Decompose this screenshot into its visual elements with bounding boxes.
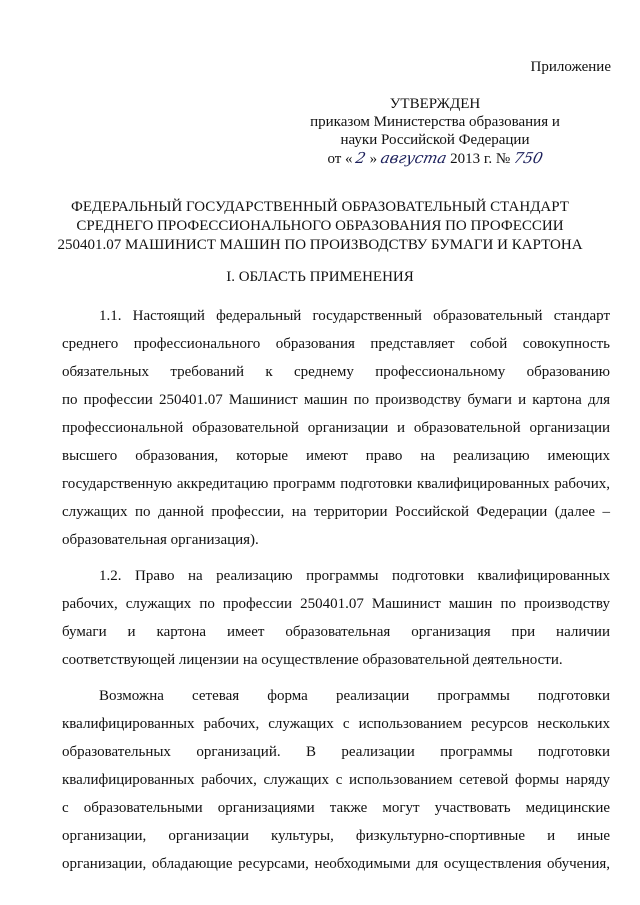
date-prefix: от «	[327, 151, 353, 167]
paragraph-1-2	[62, 562, 610, 674]
text-line: рабочих, служащих по профессии 250401.07 Машинист машин по производству	[62, 596, 610, 612]
text-line: обязательных требований к среднему профессиональному образованию	[62, 364, 610, 380]
annex-label: Приложение	[530, 59, 611, 75]
document-title	[55, 198, 585, 255]
text-line: профессиональной образовательной организации и образовательной организации	[62, 420, 610, 436]
date-mid: »	[369, 151, 378, 167]
text-line: бумаги и картона имеет образовательная организация при наличии	[62, 624, 610, 640]
title-line-3: 250401.07 МАШИНИСТ МАШИН ПО ПРОИЗВОДСТВУ БУМАГИ И КАРТОНА	[57, 237, 583, 253]
text-line: 1.1. Настоящий федеральный государственный образовательный стандарт	[99, 308, 610, 324]
text-line: образовательная организация).	[62, 532, 259, 548]
text-line: с образовательными организациями также могут участвовать медицинские	[62, 800, 610, 816]
handwritten-order-number: 750	[511, 149, 545, 167]
paragraph-1-1	[62, 302, 610, 554]
handwritten-day: 2	[354, 149, 368, 167]
text-line: образовательных организаций. В реализации программы подготовки	[62, 744, 610, 760]
text-line: служащих по данной профессии, на территории Российской Федерации (далее –	[62, 504, 610, 520]
document-body	[62, 302, 610, 878]
text-line: квалифицированных рабочих, служащих с использованием ресурсов нескольких	[62, 716, 610, 732]
text-line: среднего профессионального образования представляет собой совокупность	[62, 336, 610, 352]
approved-label: УТВЕРЖДЕН	[389, 96, 481, 112]
title-line-1: ФЕДЕРАЛЬНЫЙ ГОСУДАРСТВЕННЫЙ ОБРАЗОВАТЕЛЬНЫЙ СТАНДАРТ	[71, 199, 569, 215]
title-line-2: СРЕДНЕГО ПРОФЕССИОНАЛЬНОГО ОБРАЗОВАНИЯ ПО ПРОФЕССИИ	[76, 218, 564, 234]
handwritten-month: августа	[378, 149, 449, 167]
text-line: Возможна сетевая форма реализации программы подготовки	[99, 688, 610, 704]
text-line: высшего образования, которые имеют право на реализацию имеющих	[62, 448, 610, 464]
text-line: по профессии 250401.07 Машинист машин по производству бумаги и картона для	[62, 392, 610, 408]
order-line-2: науки Российской Федерации	[340, 132, 530, 148]
text-line: организации, обладающие ресурсами, необходимыми для осуществления обучения,	[62, 856, 610, 872]
approval-block	[290, 95, 580, 168]
text-line: 1.2. Право на реализацию программы подготовки квалифицированных	[99, 568, 610, 584]
date-year: 2013 г. №	[450, 151, 511, 167]
section-heading: I. ОБЛАСТЬ ПРИМЕНЕНИЯ	[226, 269, 414, 285]
text-line: организации, организации культуры, физкультурно-спортивные и иные	[62, 828, 610, 844]
order-line-1: приказом Министерства образования и	[310, 114, 560, 130]
order-date-line	[290, 149, 580, 168]
text-line: государственную аккредитацию программ подготовки квалифицированных рабочих,	[62, 476, 610, 492]
paragraph-network-form	[62, 682, 610, 878]
text-line: соответствующей лицензии на осуществление образовательной деятельности.	[62, 652, 563, 668]
text-line: квалифицированных рабочих, служащих с использованием сетевой формы наряду	[62, 772, 610, 788]
